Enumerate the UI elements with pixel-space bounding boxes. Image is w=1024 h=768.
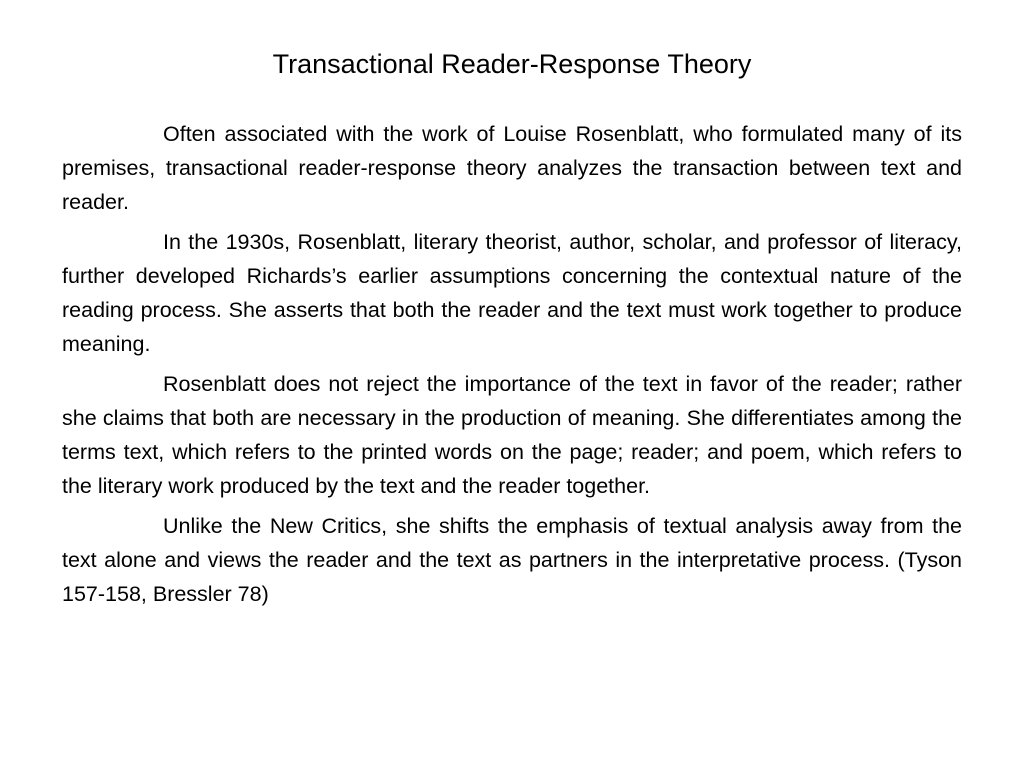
slide-body <box>62 117 962 617</box>
paragraph-3: Rosenblatt does not reject the importance of the text in favor of the reader; rather she claims that both are necessary in the production of meaning. She differentiates among the terms text, which refers to the printed words on the page; reader; and poem, which refers to the literary work produced by the text and the reader together. <box>62 372 962 498</box>
paragraph-4: Unlike the New Critics, she shifts the emphasis of textual analysis away from the text alone and views the reader and the text as partners in the interpretative process. (Tyson 157-158, Bressler 78) <box>62 514 962 606</box>
paragraph-2: In the 1930s, Rosenblatt, literary theorist, author, scholar, and professor of literacy, further developed Richards’s earlier assumptions concerning the contextual nature of the reading process. She asserts that both the reader and the text must work together to produce meaning. <box>62 230 962 356</box>
slide-title: Transactional Reader-Response Theory <box>272 49 752 79</box>
paragraph-1: Often associated with the work of Louise Rosenblatt, who formulated many of its premises, transactional reader-response theory analyzes the transaction between text and reader. <box>62 122 962 214</box>
